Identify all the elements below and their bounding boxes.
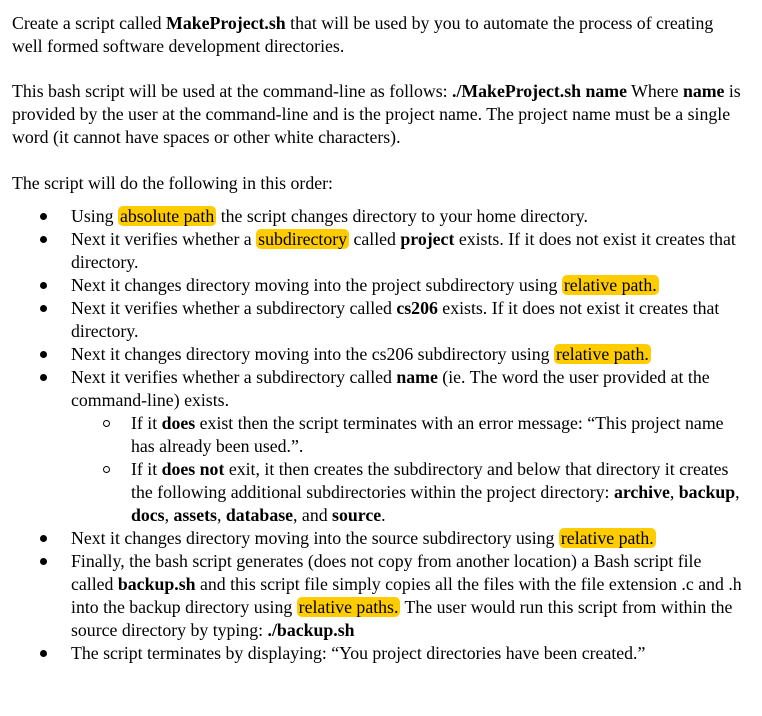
step-6-sublist bbox=[71, 412, 742, 527]
step-2 bbox=[12, 228, 742, 274]
steps-list bbox=[12, 205, 742, 665]
step-6a-does-term: does bbox=[161, 413, 196, 433]
step-8-text: Finally, the bash script generates (does not copy from another location) a Bash script file called bbox=[71, 551, 702, 594]
step-8-text-2: and this script file simply copies all the files with the file extension .c and .h into the backup directory using bbox=[71, 574, 742, 617]
step-5-text: Next it changes directory moving into the cs206 subdirectory using bbox=[71, 344, 554, 364]
step-6-name-term: name bbox=[396, 367, 438, 387]
intro-text-1: Create a script called bbox=[12, 13, 167, 33]
script-name: MakeProject.sh bbox=[166, 13, 286, 33]
separator: , bbox=[669, 482, 679, 502]
separator: , bbox=[735, 482, 740, 502]
highlight-subdirectory: subdirectory bbox=[258, 229, 348, 249]
usage-text-1: This bash script will be used at the command-line as follows: bbox=[12, 81, 452, 101]
step-4-text: Next it verifies whether a subdirectory called bbox=[71, 298, 397, 318]
order-intro: The script will do the following in this order: bbox=[12, 173, 334, 193]
usage-name-term: name bbox=[682, 81, 725, 101]
step-5 bbox=[12, 343, 742, 366]
step-4 bbox=[12, 297, 742, 343]
usage-text-3: is provided by the user at the command-line and is the project name. The project name must be a single word (it cannot have spaces or other white characters). bbox=[12, 81, 741, 147]
usage-paragraph bbox=[12, 80, 742, 149]
step-1-text: Using bbox=[71, 206, 118, 226]
backup-command: ./backup.sh bbox=[267, 620, 355, 640]
step-6b-text-2: exit, it then creates the subdirectory and below that directory it creates the following additional subdirectories within the project directory: bbox=[131, 459, 729, 502]
step-4-text-2: exists. If it does not exist it creates that directory. bbox=[71, 298, 720, 341]
step-2-text-3: exists. If it does not exist it creates that directory. bbox=[71, 229, 736, 272]
separator: , bbox=[164, 505, 174, 525]
step-6a-text: If it bbox=[131, 413, 162, 433]
backup-script-name: backup.sh bbox=[117, 574, 196, 594]
highlight-relative-paths: relative paths. bbox=[298, 597, 399, 617]
step-6-text: Next it verifies whether a subdirectory called bbox=[71, 367, 397, 387]
step-2-text: Next it verifies whether a bbox=[71, 229, 257, 249]
step-3-text: Next it changes directory moving into the project subdirectory using bbox=[71, 275, 562, 295]
dir-assets: assets bbox=[173, 505, 217, 525]
intro-text-2: that will be used by you to automate the process of creating well formed software development directories. bbox=[12, 13, 714, 56]
dir-docs: docs bbox=[131, 505, 165, 525]
step-6b bbox=[71, 458, 742, 527]
dir-source: source bbox=[332, 505, 382, 525]
step-3 bbox=[12, 274, 742, 297]
dir-backup: backup bbox=[678, 482, 736, 502]
step-1 bbox=[12, 205, 742, 228]
step-4-cs206-term: cs206 bbox=[396, 298, 438, 318]
step-6-text-2: (ie. The word the user provided at the command-line) exists. bbox=[71, 367, 710, 410]
step-6a-text-2: exist then the script terminates with an error message: “This project name has already been used.”. bbox=[131, 413, 724, 456]
step-9 bbox=[12, 642, 742, 665]
step-8-text-3: The user would run this script from within the source directory by typing: bbox=[71, 597, 733, 640]
highlight-relative-path: relative path. bbox=[563, 275, 657, 295]
step-6b-does-not-term: does not bbox=[161, 459, 225, 479]
step-6 bbox=[12, 366, 742, 527]
usage-command: ./MakeProject.sh name bbox=[452, 81, 627, 101]
separator: . bbox=[381, 505, 386, 525]
step-1-text-2: the script changes directory to your home directory. bbox=[216, 206, 588, 226]
step-6b-text: If it bbox=[131, 459, 162, 479]
step-9-text: The script terminates by displaying: “You project directories have been created.” bbox=[71, 643, 646, 663]
step-2-text-2: called bbox=[349, 229, 401, 249]
step-2-project-term: project bbox=[400, 229, 455, 249]
highlight-relative-path: relative path. bbox=[555, 344, 649, 364]
step-7-text: Next it changes directory moving into the source subdirectory using bbox=[71, 528, 559, 548]
separator: , bbox=[216, 505, 226, 525]
intro-paragraph bbox=[12, 12, 742, 58]
usage-text-2: Where bbox=[626, 81, 683, 101]
step-7 bbox=[12, 527, 742, 550]
separator: , and bbox=[293, 505, 333, 525]
step-8 bbox=[12, 550, 742, 642]
dir-database: database bbox=[225, 505, 294, 525]
step-6a bbox=[71, 412, 742, 458]
highlight-absolute-path: absolute path bbox=[119, 206, 215, 226]
highlight-relative-path: relative path. bbox=[560, 528, 654, 548]
dir-archive: archive bbox=[613, 482, 670, 502]
